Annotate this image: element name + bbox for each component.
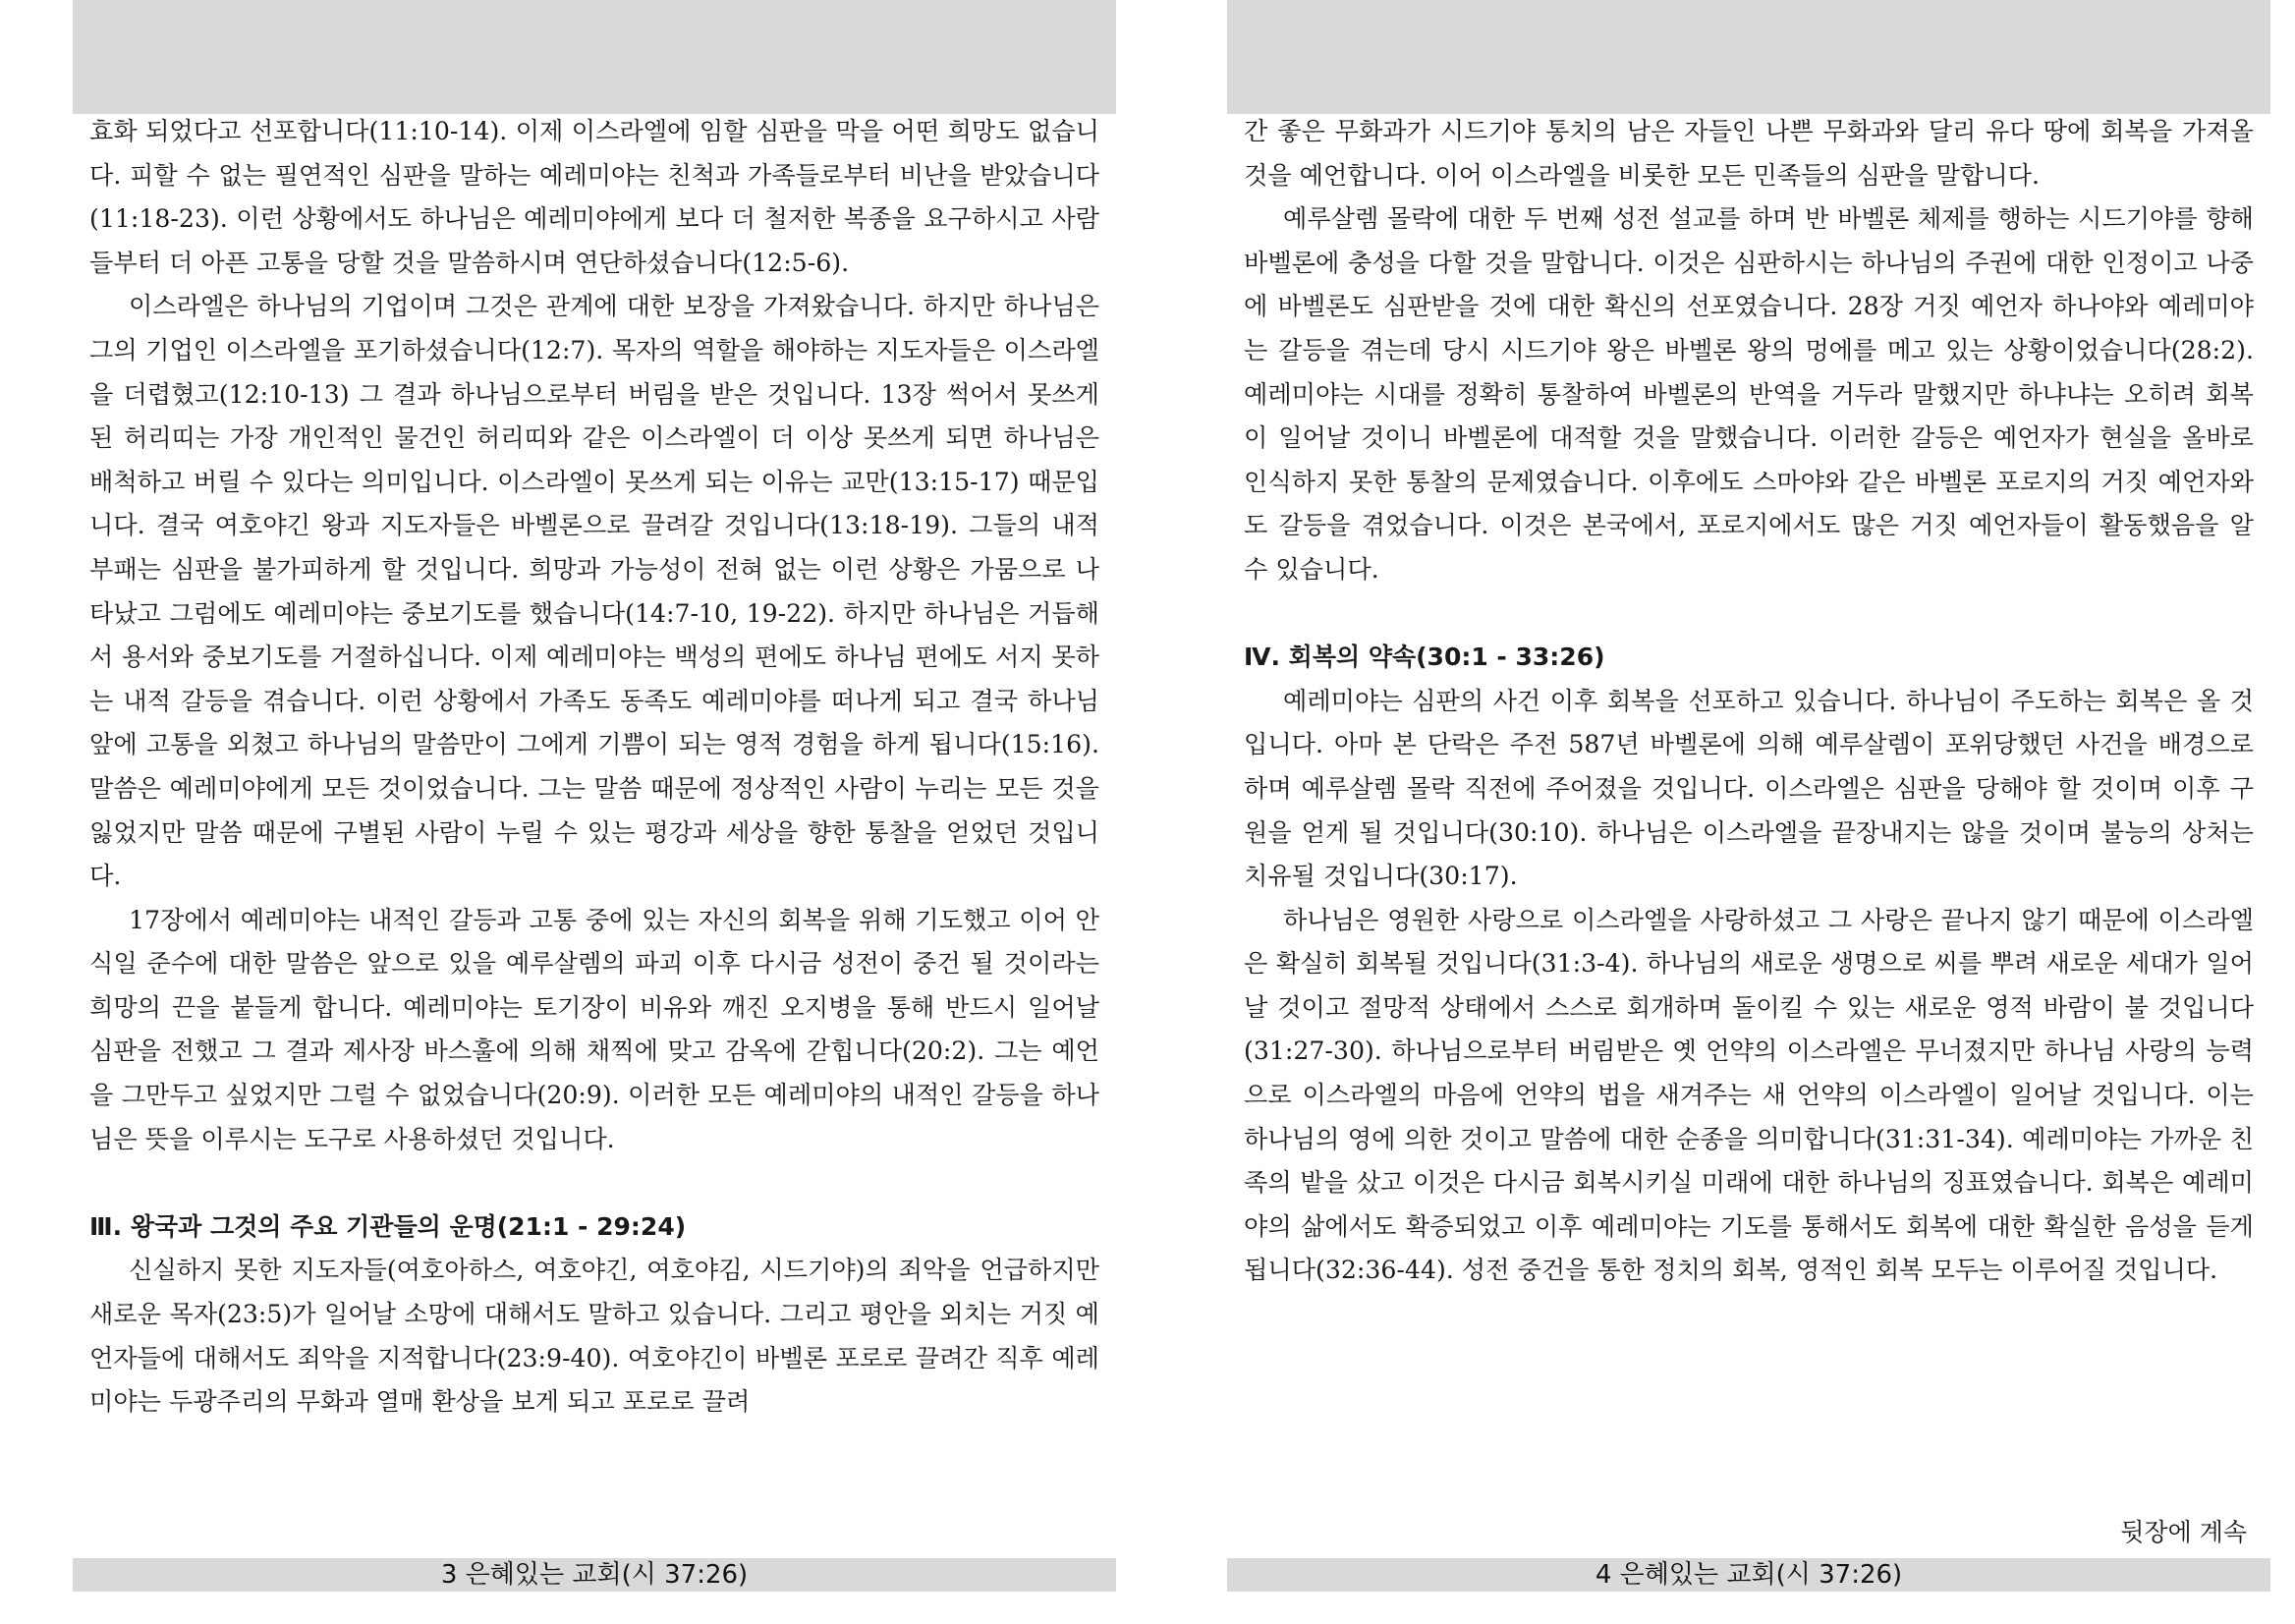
paragraph: 예레미야는 심판의 사건 이후 회복을 선포하고 있습니다. 하나님이 주도하는 회복은 올 것입니다. 아마 본 단락은 주전 587년 바벨론에 의해 예루살렘이 포위당했던 사건을 배경으로 하며 예루살렘 몰락 직전에 주어졌을 것입니다. 이스라엘은 심판을 당해야 할 것이며 이후 구원을 얻게 될 것입니다(30:10). 하나님은 이스라엘을 끝장내지는 않을 것이며 불능의 상처는 치유될 것입니다(30:17). <box>1244 686 2254 891</box>
right-page <box>1227 0 2270 1624</box>
continued-note: 뒷장에 계속 <box>2120 1518 2247 1546</box>
paragraph: 17장에서 예레미야는 내적인 갈등과 고통 중에 있는 자신의 회복을 위해 기도했고 이어 안식일 준수에 대한 말씀은 앞으로 있을 예루살렘의 파괴 이후 다시금 성전이 중건 될 것이라는 희망의 끈을 붙들게 합니다. 예레미야는 토기장이 비유와 깨진 오지병을 통해 반드시 일어날 심판을 전했고 그 결과 제사장 바스훌에 의해 채찍에 맞고 감옥에 갇힙니다(20:2). 그는 예언을 그만두고 싶었지만 그럴 수 없었습니다(20:9). 이러한 모든 예레미야의 내적인 갈등을 하나님은 뜻을 이루시는 도구로 사용하셨던 것입니다. <box>89 905 1099 1153</box>
page-footer: 4 은혜있는 교회(시 37:26) <box>1227 1558 2270 1592</box>
body-text <box>89 110 1099 1425</box>
paragraph: 간 좋은 무화과가 시드기야 통치의 남은 자들인 나쁜 무화과와 달리 유다 땅에 회복을 가져올 것을 예언합니다. 이어 이스라엘을 비롯한 모든 민족들의 심판을 말합니다. <box>1244 117 2254 190</box>
paragraph: 예루살렘 몰락에 대한 두 번째 성전 설교를 하며 반 바벨론 체제를 행하는 시드기야를 향해 바벨론에 충성을 다할 것을 말합니다. 이것은 심판하시는 하나님의 주권에 대한 인정이고 나중에 바벨론도 심판받을 것에 대한 확신의 선포였습니다. 28장 거짓 예언자 하나야와 예레미야는 갈등을 겪는데 당시 시드기야 왕은 바벨론 왕의 멍에를 메고 있는 상황이었습니다(28:2). 예레미야는 시대를 정확히 통찰하여 바벨론의 반역을 거두라 말했지만 하냐냐는 오히려 회복이 일어날 것이니 바벨론에 대적할 것을 말했습니다. 이러한 갈등은 예언자가 현실을 올바로 인식하지 못한 통찰의 문제였습니다. 이후에도 스마야와 같은 바벨론 포로지의 거짓 예언자와도 갈등을 겪었습니다. 이것은 본국에서, 포로지에서도 많은 거짓 예언자들이 활동했음을 알 수 있습니다. <box>1244 204 2254 584</box>
section-heading: Ⅳ. 회복의 약속(30:1 - 33:26) <box>1244 643 1605 672</box>
left-page <box>73 0 1116 1624</box>
paragraph: 효화 되었다고 선포합니다(11:10-14). 이제 이스라엘에 임할 심판을 막을 어떤 희망도 없습니다. 피할 수 없는 필연적인 심판을 말하는 예레미야는 친척과 가족들로부터 비난을 받았습니다(11:18-23). 이런 상황에서도 하나님은 예레미야에게 보다 더 철저한 복종을 요구하시고 사람들부터 더 아픈 고통을 당할 것을 말씀하시며 연단하셨습니다(12:5-6). <box>89 117 1099 277</box>
header-band <box>73 0 1116 114</box>
paragraph: 하나님은 영원한 사랑으로 이스라엘을 사랑하셨고 그 사랑은 끝나지 않기 때문에 이스라엘은 확실히 회복될 것입니다(31:3-4). 하나님의 새로운 생명으로 씨를 뿌려 새로운 세대가 일어날 것이고 절망적 상태에서 스스로 회개하며 돌이킬 수 있는 새로운 영적 바람이 불 것입니다(31:27-30). 하나님으로부터 버림받은 옛 언약의 이스라엘은 무너졌지만 하나님 사랑의 능력으로 이스라엘의 마음에 언약의 법을 새겨주는 새 언약의 이스라엘이 일어날 것입니다. 이는 하나님의 영에 의한 것이고 말씀에 대한 순종을 의미합니다(31:31-34). 예레미야는 가까운 친족의 밭을 샀고 이것은 다시금 회복시키실 미래에 대한 하나님의 징표였습니다. 회복은 예레미야의 삶에서도 확증되었고 이후 예레미야는 기도를 통해서도 회복에 대한 확실한 음성을 듣게 됩니다(32:36-44). 성전 중건을 통한 정치의 회복, 영적인 회복 모두는 이루어질 것입니다. <box>1244 905 2254 1285</box>
paragraph: 이스라엘은 하나님의 기업이며 그것은 관계에 대한 보장을 가져왔습니다. 하지만 하나님은 그의 기업인 이스라엘을 포기하셨습니다(12:7). 목자의 역할을 해야하는 지도자들은 이스라엘을 더렵혔고(12:10-13) 그 결과 하나님으로부터 버림을 받은 것입니다. 13장 썩어서 못쓰게 된 허리띠는 가장 개인적인 물건인 허리띠와 같은 이스라엘이 더 이상 못쓰게 되면 하나님은 배척하고 버릴 수 있다는 의미입니다. 이스라엘이 못쓰게 되는 이유는 교만(13:15-17) 때문입니다. 결국 여호야긴 왕과 지도자들은 바벨론으로 끌려갈 것입니다(13:18-19). 그들의 내적 부패는 심판을 불가피하게 할 것입니다. 희망과 가능성이 전혀 없는 이런 상황은 가뭄으로 나타났고 그럼에도 예레미야는 중보기도를 했습니다(14:7-10, 19-22). 하지만 하나님은 거듭해서 용서와 중보기도를 거절하십니다. 이제 예레미야는 백성의 편에도 하나님 편에도 서지 못하는 내적 갈등을 겪습니다. 이런 상황에서 가족도 동족도 예레미야를 떠나게 되고 결국 하나님 앞에 고통을 외쳤고 하나님의 말씀만이 그에게 기쁨이 되는 영적 경험을 하게 됩니다(15:16). 말씀은 예레미야에게 모든 것이었습니다. 그는 말씀 때문에 정상적인 사람이 누리는 모든 것을 잃었지만 말씀 때문에 구별된 사람이 누릴 수 있는 평강과 세상을 향한 통찰을 얻었던 것입니다. <box>89 292 1099 891</box>
paragraph: 신실하지 못한 지도자들(여호아하스, 여호야긴, 여호야김, 시드기야)의 죄악을 언급하지만 새로운 목자(23:5)가 일어날 소망에 대해서도 말하고 있습니다. 그리고 평안을 외치는 거짓 예언자들에 대해서도 죄악을 지적합니다(23:9-40). 여호야긴이 바벨론 포로로 끌려간 직후 예레미야는 두광주리의 무화과 열매 환상을 보게 되고 포로로 끌려 <box>89 1256 1099 1417</box>
body-text <box>1244 110 2254 1293</box>
section-heading: Ⅲ. 왕국과 그것의 주요 기관들의 운명(21:1 - 29:24) <box>89 1211 687 1241</box>
page-footer: 3 은혜있는 교회(시 37:26) <box>73 1558 1116 1592</box>
header-band <box>1227 0 2270 114</box>
